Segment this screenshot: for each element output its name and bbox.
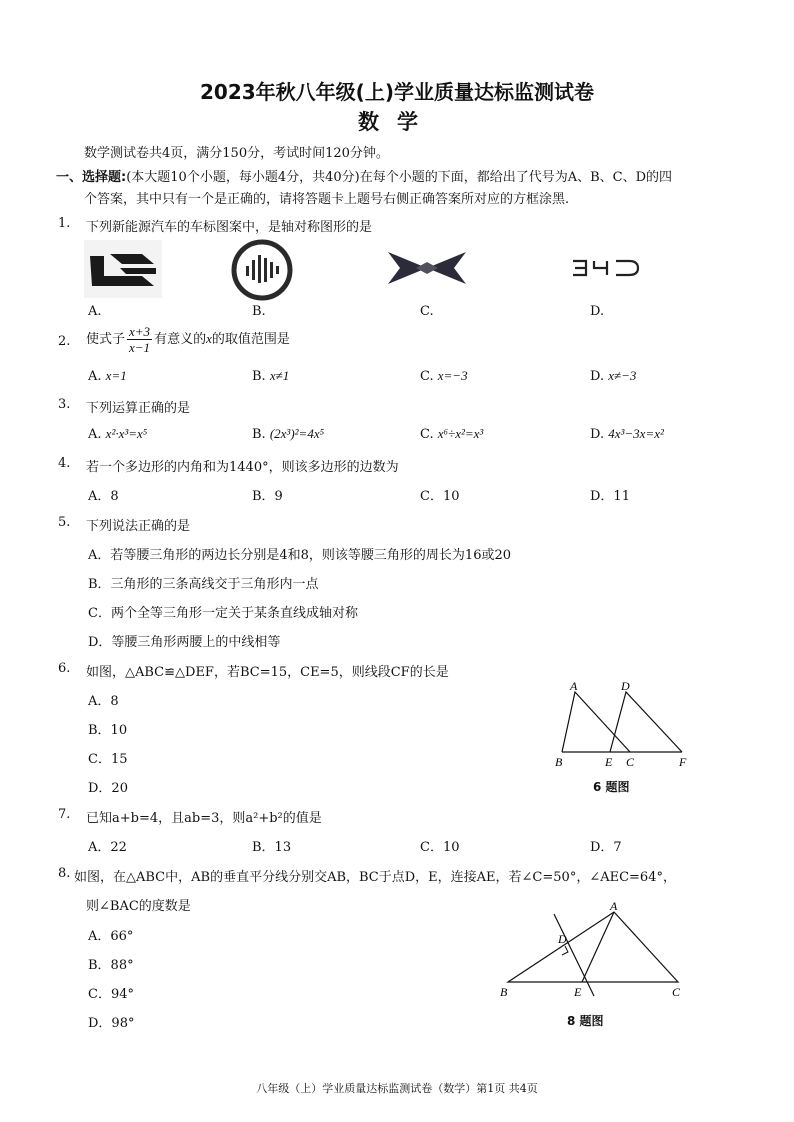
q2-var: x [206,331,212,346]
logo-d-text: BYD [570,258,573,259]
q2-frac-num: x+3 [129,324,151,339]
fig8-label-e: E [574,985,582,999]
q4-option-c: C．10 [420,489,460,504]
question-3-stem: 下列运算正确的是 [86,401,191,416]
q5-option-a: A．若等腰三角形的两边长分别是4和8，则该等腰三角形的周长为16或20 [88,548,512,563]
q3-option-b: B. (2x³)²=4x⁵ [252,426,325,442]
question-6-number: 6. [58,661,71,676]
fig8-label-a: A [610,900,618,913]
logo-a-image [84,240,162,298]
q7-option-b: B．13 [252,840,292,855]
question-8-number: 8. [58,866,71,881]
q4-option-b: B．9 [252,489,283,504]
q6-option-d: D．20 [88,781,128,796]
q5-option-d: D．等腰三角形两腰上的中线相等 [88,635,281,650]
q4-option-d: D．11 [590,489,630,504]
question-7-stem: 已知a+b=4，且ab=3，则a²+b²的值是 [86,811,322,826]
q6-option-b: B．10 [88,723,128,738]
section-instr-line2: 个答案，其中只有一个是正确的，请将答题卡上题号右侧正确答案所对应的方框涂黑. [84,192,570,207]
question-6-stem: 如图，△ABC≌△DEF，若BC=15，CE=5，则线段CF的长是 [86,665,449,680]
q2-option-b: B. x≠1 [252,368,290,384]
fig8-label-c: C [672,985,681,999]
figure-8-caption: 8 题图 [567,1014,604,1028]
q4-option-a: A．8 [88,489,119,504]
q2-stem-pre: 使式子 [86,332,126,347]
q2-stem-mid: 有意义的 [154,332,207,347]
figure-8-diagram [496,900,692,1004]
q5-option-c: C．两个全等三角形一定关于某条直线成轴对称 [88,606,358,621]
q8-option-c: C．94° [88,987,134,1002]
q8-option-d: D．98° [88,1016,135,1031]
section-instructions [56,166,672,185]
q1-option-b: B. [252,304,266,319]
question-1-number: 1. [58,216,71,231]
q8-option-a: A．66° [88,929,134,944]
question-1-stem: 下列新能源汽车的车标图案中，是轴对称图形的是 [86,220,373,235]
question-5-stem: 下列说法正确的是 [86,519,191,534]
q3-option-d: D. 4x³−3x=x² [590,426,664,442]
section-instr-line1: (本大题10个小题，每小题4分，共40分)在每个小题的下面，都给出了代号为A、B、C、D的四 [126,170,673,185]
q2-option-c: C. x=−3 [420,368,468,384]
question-3-number: 3. [58,397,71,412]
fig6-label-d: D [621,679,630,693]
fig8-label-d: D [558,932,567,946]
page-title: 2023年秋八年级(上)学业质量达标监测试卷 [200,80,594,104]
question-8-stem-line2: 则∠BAC的度数是 [86,899,191,914]
fig6-label-a: A [570,679,578,693]
q6-option-c: C．15 [88,752,128,767]
q3-option-a: A. x²·x³=x⁵ [88,426,148,442]
q1-option-d: D. [590,304,605,319]
q1-option-a: A. [88,304,102,319]
fig6-label-b: B [555,755,563,769]
question-7-number: 7. [58,807,71,822]
q7-option-c: C．10 [420,840,460,855]
q3-option-c: C. x⁶÷x²=x³ [420,426,484,442]
fig6-label-c: C [626,755,635,769]
q6-option-a: A．8 [88,694,119,709]
question-2-number: 2. [58,334,71,349]
fig6-label-e: E [605,755,613,769]
question-5-number: 5. [58,515,71,530]
question-2-stem [86,324,290,355]
q2-fraction [127,324,152,355]
q7-option-d: D．7 [590,840,622,855]
fig8-label-b: B [500,985,508,999]
q8-option-b: B．88° [88,958,134,973]
logo-b-image [230,238,294,302]
logo-d-image [570,258,644,278]
figure-6-caption: 6 题图 [593,780,630,794]
question-8-stem-line1: 如图，在△ABC中，AB的垂直平分线分别交AB，BC于点D，E，连接AE，若∠C=50°，∠AEC=64°， [74,870,676,885]
fig6-label-f: F [679,755,687,769]
subject-title: 数学 [358,110,436,134]
figure-6-diagram [550,678,700,770]
page-footer: 八年级（上）学业质量达标监测试卷（数学）第1页 共4页 [256,1082,538,1095]
q5-option-b: B．三角形的三条高线交于三角形内一点 [88,577,319,592]
exam-info: 数学测试卷共4页，满分150分，考试时间120分钟。 [84,146,389,161]
section-heading: 一、选择题: [56,170,127,185]
question-4-stem: 若一个多边形的内角和为1440°，则该多边形的边数为 [86,460,399,475]
q2-option-d: D. x≠−3 [590,368,637,384]
question-4-number: 4. [58,456,71,471]
q2-stem-post: 的取值范围是 [211,332,290,347]
q2-frac-den: x−1 [129,340,151,355]
q2-option-a: A. x=1 [88,368,127,384]
logo-c-image [386,248,468,288]
q7-option-a: A．22 [88,840,127,855]
q1-option-c: C. [420,304,434,319]
